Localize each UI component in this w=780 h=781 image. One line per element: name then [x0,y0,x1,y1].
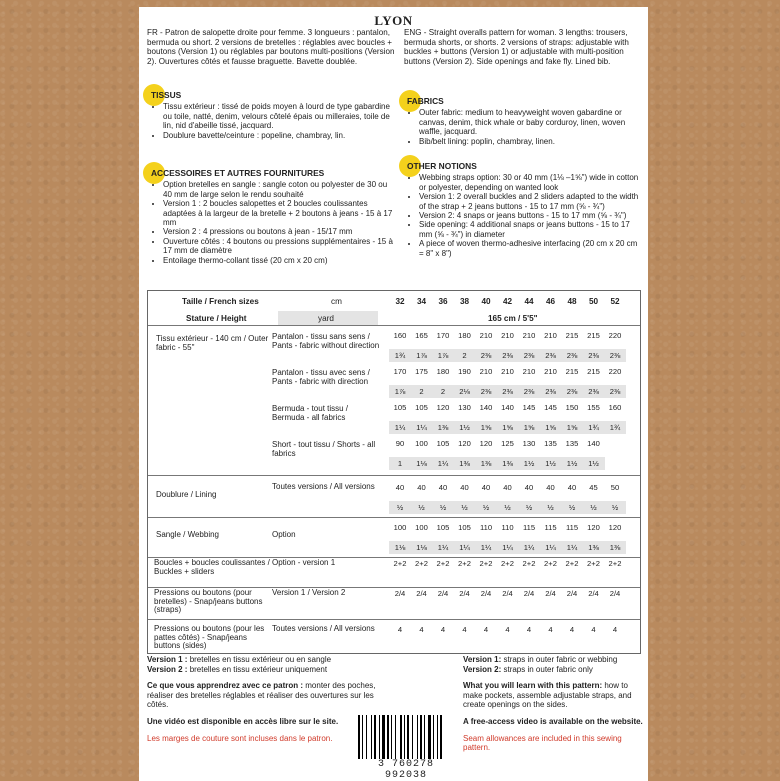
learn-en: What you will learn with this pattern: how to make pockets, assemble adjustable straps, and create openings on the sides. [463,681,632,710]
buckle-value: 2+2 [608,559,622,568]
yard-value: 1⅞ [389,385,411,398]
yard-value: 1½ [561,457,583,470]
yard-value: 1½ [454,421,476,434]
snap-value: 4 [526,625,532,634]
yard-value: 1⅜ [604,541,626,554]
cm-value: 130 [522,439,536,448]
list-item: • Version 1 : 2 boucles salopettes et 2 boucles coulissantes adaptées à la largeur de la bretelle + 2 boutons à jeans - 15 à 17 mm [163,199,395,227]
fabric-row-label: Pantalon - tissu sans sens / Pants - fabric without direction [272,332,380,350]
size-header: 38 [459,297,470,306]
footer-english [463,655,645,753]
buckle-value: 2+2 [587,559,600,568]
buckle-value: 2+2 [458,559,471,568]
buckles-label: Boucles + boucles coulissantes / Buckles + sliders [154,558,270,576]
yard-value: 2⅜ [518,385,540,398]
size-header: 42 [502,297,513,306]
barcode-bar [437,715,438,759]
list-item: • Option bretelles en sangle : sangle coton ou polyester de 30 ou 40 mm de large selon le rendu souhaité [163,180,395,199]
cm-value: 125 [501,439,514,448]
barcode-bar [412,715,413,759]
barcode-bar [374,715,376,759]
tissus-heading: TISSUS [151,91,181,100]
yard-value: 2⅜ [540,385,562,398]
cm-value: 180 [436,367,450,376]
cm-value: 105 [436,439,450,448]
cm-value: 215 [587,331,600,340]
cm-value: 40 [438,483,448,492]
sizing-table [147,290,641,654]
list-item: • Version 2 : 4 pressions ou boutons à jean - 15/17 mm [163,227,395,236]
barcode-bar [417,715,418,759]
buckle-value: 2+2 [544,559,557,568]
yard-value: 1⅝ [518,421,540,434]
yard-value: 2⅜ [540,349,562,362]
yard-value: 1⅝ [497,421,519,434]
list-item: • Entoilage thermo-collant tissé (20 cm x 20 cm) [163,256,395,265]
cm-value: 50 [610,483,620,492]
buckles-option: Option - version 1 [272,558,336,567]
barcode-bar [424,715,425,759]
yard-value: ½ [454,501,476,514]
webbing-option: Option [272,530,296,539]
learn-fr: Ce que vous apprendrez avec ce patron : monter des poches, réaliser des bretelles réglables et réaliser des ouvertures sur les côtés. [147,681,376,710]
yard-value: 1⅛ [411,541,433,554]
cm-value: 115 [522,523,536,532]
yard-value: 1¾ [389,349,411,362]
fabric-row-label: Pantalon - tissu avec sens / Pants - fabric with direction [272,368,370,386]
snaps-straps-option: Version 1 / Version 2 [272,588,346,597]
notions-section [407,162,643,258]
cm-value: 165 [415,331,428,340]
stature-value: 165 cm / 5'5" [488,314,538,323]
cm-value: 120 [479,439,493,448]
yard-value: 1¼ [518,541,540,554]
barcode-bar [362,715,363,759]
row-divider [148,517,640,518]
yard-value: 1⅝ [561,421,583,434]
accessoires-section [151,169,395,265]
cm-value: 135 [544,439,557,448]
list-item: • Bib/belt lining: poplin, chambray, linen. [419,137,643,146]
yard-value: 2 [454,349,476,362]
cm-value: 210 [544,331,557,340]
cm-value: 100 [415,523,428,532]
cm-value: 215 [565,331,579,340]
size-header: 40 [481,297,491,306]
tissus-section [151,91,395,140]
snaps-sides-option: Toutes versions / All versions [272,624,375,633]
buckle-value: 2+2 [415,559,428,568]
size-header: 52 [610,297,620,306]
buckle-value: 2+2 [522,559,536,568]
yard-value: 2 [411,385,433,398]
cm-value: 140 [479,403,493,412]
fabric-row-label: Bermuda - tout tissu / Bermuda - all fabrics [272,404,349,422]
barcode-bar [404,715,405,759]
barcode-bar [428,715,431,759]
cm-value: 210 [479,331,493,340]
snap-value: 4 [483,625,489,634]
fabric-row-label: Short - tout tissu / Shorts - all fabrics [272,440,376,458]
yard-value: 2⅜ [475,349,497,362]
cm-value: 40 [417,483,426,492]
cm-value: 135 [565,439,579,448]
size-label: Taille / French sizes [182,297,259,306]
video-fr: Une vidéo est disponible en accès libre sur le site. [147,716,339,726]
notions-heading: OTHER NOTIONS [407,162,477,171]
yard-value: 1⅞ [411,349,433,362]
cm-value: 110 [479,523,493,532]
snap-value: 4 [505,625,510,634]
yard-value: 2⅜ [604,349,626,362]
video-en: A free-access video is available on the website. [463,716,643,726]
barcode-bar [387,715,389,759]
snap-value: 4 [569,625,575,634]
yard-value: 1¼ [540,541,562,554]
webbing-label: Sangle / Webbing [156,530,220,539]
cm-value: 120 [608,523,622,532]
snaps-sides-label: Pressions ou boutons (pour les pattes côtés) - Snap/jeans buttons (sides) [154,624,265,651]
cm-value: 175 [415,367,428,376]
barcode-bar [366,715,367,759]
list-item: • Tissu extérieur : tissé de poids moyen à lourd de type gabardine ou toile, natté, denim, velours côtelé épais ou milleraies, toile de lin, nid d'abeille tissé, jacquard. [163,102,395,130]
yard-value: 1⅝ [540,421,562,434]
yard-label: yard [318,314,334,323]
cm-value: 140 [501,403,514,412]
snap-value: 2/4 [545,589,556,598]
yard-value: 1⅜ [583,541,605,554]
yard-value: 1¼ [454,541,476,554]
cm-value: 140 [587,439,600,448]
stature-label: Stature / Height [186,314,247,323]
cm-value: 120 [436,403,450,412]
barcode-bars [356,715,456,759]
barcode-bar [440,715,442,759]
cm-value: 180 [458,331,471,340]
cm-value: 210 [501,367,514,376]
cm-value: 150 [565,403,579,412]
snap-value: 2/4 [502,589,513,598]
intro-fr-text: FR - Patron de salopette droite pour femme. 3 longueurs : pantalon, bermuda ou short. 2 versions de bretelles : réglables avec boucles + boutons (Version 1) ou réglables par boutons multi-positions (Version 2). Ouvertures côtés et fausse braguette. Bavette doublée. [147,28,395,66]
intro-french [147,28,395,66]
yard-value: 1¼ [497,541,519,554]
cm-label: cm [331,297,342,306]
barcode-bar [395,715,396,759]
size-header: 36 [438,297,448,306]
pattern-title: LYON [374,13,413,28]
cm-value: 210 [522,367,536,376]
snap-value: 2/4 [588,589,599,598]
list-item: • Webbing straps option: 30 or 40 mm (1⅛ –1⅝") wide in cotton or polyester, depending on wanted look [419,173,643,192]
cm-value: 100 [393,523,407,532]
size-header: 34 [416,297,427,306]
cm-value: 115 [565,523,579,532]
row-divider [148,475,640,476]
fabrics-section [407,97,643,146]
list-item: • Doublure bavette/ceinture : popeline, chambray, lin. [163,131,395,140]
cm-value: 130 [458,403,471,412]
list-item: • Outer fabric: medium to heavyweight woven gabardine or canvas, denim, thick whale or baby corduroy, linen, woven waffle, jacquard. [419,108,643,136]
yard-value: ½ [561,501,583,514]
snap-value: 4 [591,625,596,634]
cm-value: 40 [503,483,512,492]
cm-value: 40 [546,483,555,492]
cm-value: 210 [522,331,536,340]
yard-value: ½ [518,501,540,514]
yard-value: ½ [432,501,454,514]
snap-value: 2/4 [523,589,535,598]
yard-value: 2⅜ [561,385,583,398]
yard-value: ½ [604,501,626,514]
snap-value: 4 [419,625,424,634]
version2-fr: Version 2 : bretelles en tissu extérieur uniquement [147,664,328,674]
barcode-bar [420,715,422,759]
yard-value: 2⅜ [583,385,605,398]
snap-value: 4 [612,625,618,634]
cm-value: 190 [458,367,471,376]
cm-value: 120 [458,439,471,448]
yard-value: 2⅜ [561,349,583,362]
list-item: • Version 1: 2 overall buckles and 2 sliders adapted to the width of the strap + 2 jeans buttons - 15 to 17 mm (⅝ - ¾") [419,192,643,211]
fabrics-heading: FABRICS [407,97,444,106]
cm-value: 170 [393,367,407,376]
yard-value: ½ [497,501,519,514]
yard-value: 2⅜ [604,385,626,398]
cm-value: 40 [460,483,469,492]
version1-en: Version 1: straps in outer fabric or webbing [463,655,618,664]
cm-value: 145 [522,403,536,412]
cm-value: 40 [567,483,577,492]
row-divider [148,325,640,326]
yard-value: 2 [432,385,454,398]
list-item: • A piece of woven thermo-adhesive interfacing (20 cm x 20 cm = 8" x 8") [419,239,643,258]
cm-value: 155 [587,403,600,412]
cm-value: 115 [544,523,557,532]
cm-value: 170 [436,331,450,340]
cm-value: 220 [608,331,622,340]
size-header: 48 [567,297,577,306]
yard-value: ½ [389,501,411,514]
barcode-bar [379,715,380,759]
barcode [356,715,456,781]
snap-value: 4 [548,625,553,634]
yard-value: 1 [389,457,411,470]
yard-value: 2⅜ [497,385,519,398]
cm-value: 105 [415,403,428,412]
cm-value: 210 [544,367,557,376]
cm-value: 145 [544,403,557,412]
barcode-bar [382,715,385,759]
cm-value: 210 [479,367,493,376]
yard-value: 1¼ [411,421,433,434]
cm-value: 40 [481,483,491,492]
cm-value: 220 [608,367,622,376]
size-header: 44 [524,297,534,306]
yard-value: 1⅛ [389,541,411,554]
yard-value: 1⅞ [432,349,454,362]
size-header: 50 [588,297,599,306]
yard-value: 2⅜ [583,349,605,362]
outer-fabric-label: Tissu extérieur - 140 cm / Outer fabric - 55" [156,334,269,352]
size-header: 32 [395,297,405,306]
snap-value: 2/4 [416,589,427,598]
barcode-bar [391,715,392,759]
yard-value: 1½ [540,457,562,470]
yard-value: 1½ [583,457,605,470]
barcode-bar [371,715,372,759]
yard-value: ½ [475,501,497,514]
cm-value: 210 [501,331,514,340]
barcode-bar [358,715,360,759]
size-header: 46 [545,297,556,306]
buckle-value: 2+2 [479,559,493,568]
cm-value: 40 [395,483,405,492]
yard-value: ½ [540,501,562,514]
snaps-straps-label: Pressions ou boutons (pour bretelles) - Snap/jeans buttons (straps) [154,588,263,615]
yard-value: 1¼ [561,541,583,554]
cm-value: 105 [393,403,407,412]
cm-value: 215 [587,367,600,376]
yard-value: 1¾ [604,421,626,434]
buckle-value: 2+2 [565,559,579,568]
pattern-card [139,7,648,781]
yard-value: 1⅝ [475,421,497,434]
barcode-number: 3 760278 992038 [377,759,434,781]
yard-value: 1¼ [389,421,411,434]
intro-en-text: ENG - Straight overalls pattern for woman. 3 lengths: trousers, bermuda shorts, or shorts. 2 versions of straps: adjustable with buckles + buttons (Version 1) or adjustable with multi-position buttons (Version 2). Side openings and fake fly. Lined bib. [404,28,629,66]
intro-english [404,28,642,66]
yard-value: 2⅜ [475,385,497,398]
row-divider [148,619,640,620]
yard-value: 2⅜ [497,349,519,362]
yard-value: 2⅛ [454,385,476,398]
yard-value: 1⅜ [432,421,454,434]
cm-value: 45 [589,483,598,492]
barcode-bar [433,715,434,759]
yard-value: 1⅜ [454,457,476,470]
yard-value: 1¼ [475,541,497,554]
cm-value: 100 [415,439,428,448]
yard-value: 1¼ [432,541,454,554]
yard-value: 2⅜ [518,349,540,362]
lining-label: Doublure / Lining [156,490,217,499]
yard-value: ½ [411,501,433,514]
yard-value: 1½ [518,457,540,470]
seam-en: Seam allowances are included in this sewing pattern. [463,733,622,753]
list-item: • Version 2: 4 snaps or jeans buttons - 15 to 17 mm (⅝ - ¾") [419,211,643,220]
cm-value: 105 [436,523,450,532]
yard-value: 1⅜ [497,457,519,470]
yard-value: 1¾ [583,421,605,434]
snap-value: 2/4 [437,589,449,598]
seam-fr: Les marges de couture sont incluses dans le patron. [147,733,333,743]
snap-value: 2/4 [609,589,621,598]
cm-value: 215 [565,367,579,376]
version1-fr: Version 1 : bretelles en tissu extérieur ou en sangle [147,655,332,664]
buckle-value: 2+2 [393,559,407,568]
cm-value: 160 [393,331,407,340]
snap-value: 2/4 [566,589,578,598]
snap-value: 2/4 [480,589,492,598]
snap-value: 4 [440,625,446,634]
snap-value: 4 [462,625,467,634]
cm-value: 90 [395,439,405,448]
cm-value: 120 [587,523,600,532]
accessoires-heading: ACCESSOIRES ET AUTRES FOURNITURES [151,169,324,178]
cm-value: 40 [524,483,534,492]
lining-option: Toutes versions / All versions [272,482,375,491]
list-item: • Ouverture côtés : 4 boutons ou pressions supplémentaires - 15 à 17 mm de diamètre [163,237,395,256]
buckle-value: 2+2 [501,559,514,568]
yard-value: 1¼ [432,457,454,470]
barcode-bar [407,715,409,759]
snap-value: 2/4 [394,589,406,598]
cm-value: 160 [608,403,622,412]
yard-value: 1⅛ [411,457,433,470]
version2-en: Version 2: straps in outer fabric only [463,664,593,674]
cm-value: 105 [458,523,471,532]
barcode-bar [400,715,402,759]
snap-value: 4 [397,625,403,634]
buckle-value: 2+2 [436,559,450,568]
cm-value: 110 [501,523,514,532]
list-item: • Side opening: 4 additional snaps or jeans buttons - 15 to 17 mm (⅝ - ¾") in diameter [419,220,643,239]
yard-value: 1⅜ [475,457,497,470]
snap-value: 2/4 [459,589,470,598]
yard-value: ½ [583,501,605,514]
